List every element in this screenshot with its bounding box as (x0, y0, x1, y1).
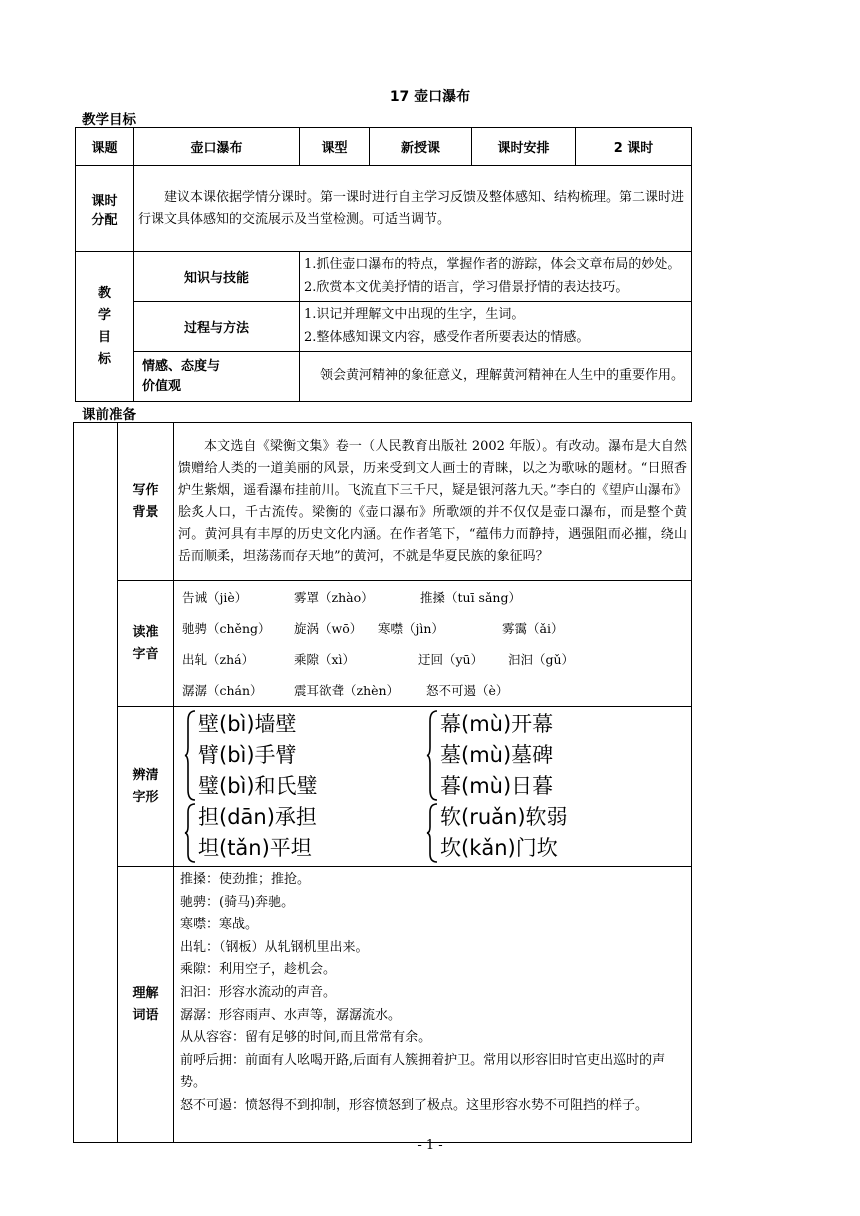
vocab-label (118, 867, 174, 1143)
glyph-entry: 软(ruǎn)软弱 (440, 805, 568, 829)
pron-item: 怒不可遏（è） (426, 683, 509, 698)
background-label-line: 背景 (132, 504, 159, 520)
glyph-entry: 幕(mù)开幕 (440, 712, 554, 736)
vocab-label-line: 理解 (132, 985, 159, 1001)
pron-item: 出轧（zhá） (182, 652, 255, 667)
pron-row (174, 582, 691, 613)
pronunciation-label-line: 字音 (132, 646, 159, 662)
goal-row-content (300, 302, 692, 352)
vocab-item: 汩汩：形容水流动的声音。 (180, 984, 337, 1000)
goals-label-char: 目 (97, 329, 111, 345)
goal-line: 领会黄河精神的象征意义，理解黄河精神在人生中的重要作用。 (320, 368, 685, 384)
pron-item: 震耳欲聋（zhèn） (294, 683, 400, 698)
pronunciation-list (174, 581, 692, 707)
glyphs-label-line: 辨清 (132, 767, 159, 783)
pron-item: 驰骋（chěng） (182, 621, 271, 636)
goals-label-char: 标 (97, 351, 111, 367)
glyph-group (184, 709, 318, 802)
glyph-group (426, 709, 553, 802)
pronunciation-label-line: 读准 (132, 624, 159, 640)
goal-line: 1.识记并理解文中出现的生字，生词。 (304, 307, 525, 322)
header-cell-schedule: 2 课时 (576, 128, 692, 166)
goal-row-label (134, 352, 300, 402)
pron-item: 告诫（jiè） (182, 590, 248, 605)
prep-table (73, 422, 692, 1143)
header-cell-type-label: 课型 (300, 128, 370, 166)
vocab-item: 驰骋：(骑马)奔驰。 (180, 894, 295, 910)
glyphs-area (174, 707, 692, 867)
alloc-label-line: 分配 (91, 212, 118, 228)
pron-item: 推搡（tuī sǎng） (420, 590, 521, 605)
goals-label-char: 学 (97, 307, 111, 323)
glyph-entry: 担(dān)承担 (198, 805, 317, 829)
objectives-table (75, 127, 692, 402)
page-number: - 1 - (417, 1138, 443, 1153)
brace-icon (184, 709, 196, 802)
header-cell-type: 新授课 (370, 128, 472, 166)
pron-row (174, 613, 691, 644)
section-heading-prep: 课前准备 (82, 407, 136, 423)
goal-row-label: 知识与技能 (134, 252, 300, 302)
pron-item: 雾罩（zhào） (294, 590, 374, 605)
brace-icon (426, 709, 438, 802)
background-label (118, 423, 174, 581)
glyph-group (184, 802, 317, 864)
glyph-group (426, 802, 568, 864)
vocab-item: 寒噤：寒战。 (180, 917, 259, 933)
vocab-label-line: 词语 (132, 1007, 159, 1023)
header-cell-schedule-label: 课时安排 (472, 128, 576, 166)
glyph-entry: 臂(bì)手臂 (198, 743, 297, 767)
pron-item: 雾霭（ǎi） (502, 621, 564, 636)
pron-item: 乘隙（xì） (294, 652, 356, 667)
glyph-entry: 璧(bì)和氏璧 (198, 774, 318, 798)
goal-row-content (300, 352, 692, 402)
vocab-item: 前呼后拥：前面有人吆喝开路,后面有人簇拥着护卫。常用以形容旧时官吏出巡时的声势。 (180, 1052, 666, 1091)
vocab-list (174, 867, 692, 1143)
goal-line: 2.欣赏本文优美抒情的语言，学习借景抒情的表达技巧。 (304, 279, 629, 295)
pron-row (174, 644, 691, 675)
pron-item: 迂回（yū） (418, 652, 484, 667)
brace-icon (184, 802, 196, 864)
glyph-entry: 壁(bì)墙壁 (198, 712, 297, 736)
background-label-line: 写作 (132, 482, 159, 498)
pron-item: 寒噤（jìn） (378, 621, 444, 636)
glyph-entry: 暮(mù)日暮 (440, 774, 554, 798)
goals-label-char: 教 (97, 285, 111, 301)
pron-item: 汩汩（gǔ） (508, 652, 575, 667)
goal-line: 2.整体感知课文内容，感受作者所要表达的情感。 (304, 329, 590, 345)
goal-row-label: 过程与方法 (134, 302, 300, 352)
pron-row (174, 675, 691, 706)
pronunciation-label (118, 581, 174, 707)
brace-icon (426, 802, 438, 864)
pron-item: 潺潺（chán） (182, 683, 263, 698)
vocab-item: 推搡：使劲推；推抢。 (180, 872, 311, 887)
vocab-item: 出轧：（钢板）从轧钢机里出来。 (180, 939, 369, 955)
alloc-label (76, 166, 134, 252)
page-title: 17 壶口瀑布 (389, 89, 471, 105)
goals-label (76, 252, 134, 402)
alloc-label-line: 课时 (91, 193, 118, 209)
prep-side-column (74, 423, 118, 1143)
vocab-item: 乘隙：利用空子，趁机会。 (180, 962, 337, 978)
glyphs-label-line: 字形 (132, 789, 159, 805)
vocab-item: 潺潺：形容雨声、水声等，潺潺流水。 (180, 1007, 402, 1023)
header-cell-topic-label: 课题 (76, 128, 134, 166)
pron-item: 旋涡（wō） (294, 621, 363, 636)
goal-line: 1.抓住壶口瀑布的特点，掌握作者的游踪，体会文章布局的妙处。 (304, 257, 681, 272)
goal-label-line: 情感、态度与 (142, 358, 221, 374)
goal-label-line: 价值观 (142, 378, 182, 394)
alloc-text: 建议本课依据学情分课时。第一课时进行自主学习反馈及整体感知、结构梳理。第二课时进行课文具体感知的交流展示及当堂检测。可适当调节。 (134, 166, 692, 252)
glyph-entry: 坦(tǎn)平坦 (198, 836, 312, 860)
section-heading-objectives: 教学目标 (82, 112, 136, 128)
glyphs-label (118, 707, 174, 867)
background-text: 本文选自《梁衡文集》卷一（人民教育出版社 2002 年版）。有改动。瀑布是大自然馈赠给人类的一道美丽的风景，历来受到文人画士的青睐，以之为歌咏的题材。“日照香炉生紫烟，遥看瀑布挂前川。飞流直下三千尺，疑是银河落九天。”李白的《望庐山瀑布》脍炙人口，千古流传。梁衡的《壶口瀑布》所歌颂的并不仅仅是壶口瀑布，而是整个黄河。黄河具有丰厚的历史文化内涵。在作者笔下，“蕴伟力而静持，遇强阻而必摧，绕山岳而顺柔，坦荡荡而存天地”的黄河，不就是华夏民族的象征吗？ (174, 423, 692, 581)
header-cell-topic: 壶口瀑布 (134, 128, 300, 166)
vocab-item: 从从容容：留有足够的时间,而且常常有余。 (180, 1030, 432, 1046)
goal-row-content (300, 252, 692, 302)
vocab-item: 怒不可遏：愤怒得不到抑制，形容愤怒到了极点。这里形容水势不可阻挡的样子。 (180, 1097, 649, 1113)
glyph-entry: 墓(mù)墓碑 (440, 743, 554, 767)
glyph-entry: 坎(kǎn)门坎 (440, 836, 558, 860)
